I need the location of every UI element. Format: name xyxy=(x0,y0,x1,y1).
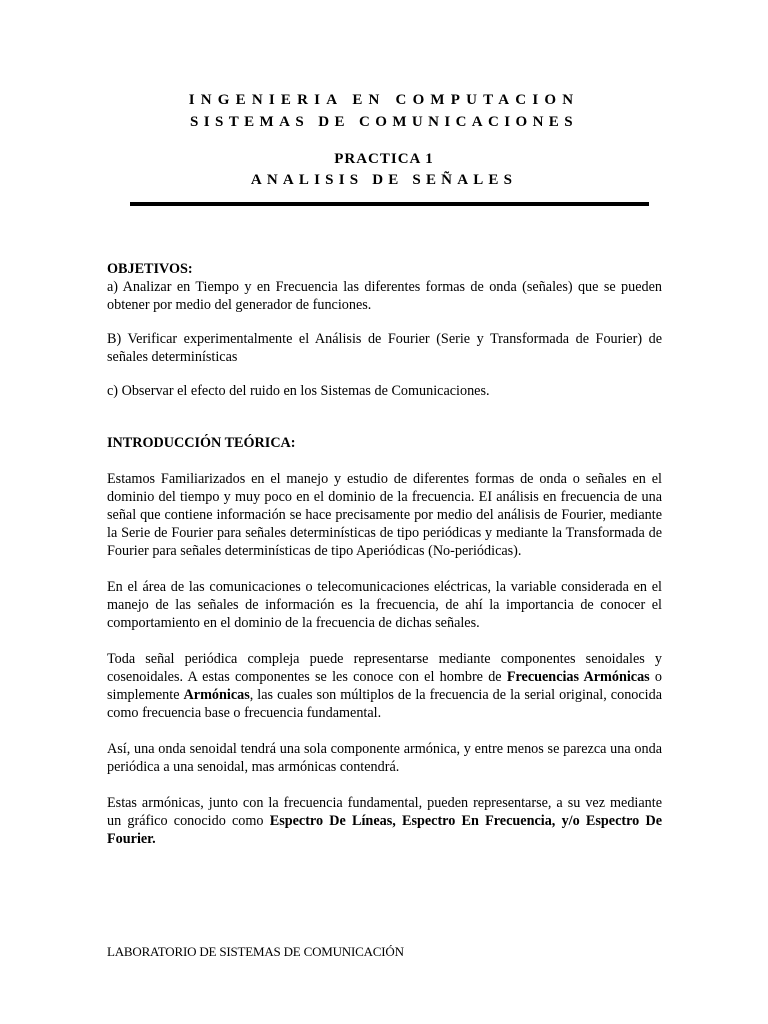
p3-text-d: , las cuales son múltiplos de la frecuencia de la serial original, conocida como frecuencia base o frecuencia fundamental. xyxy=(107,687,663,721)
p3-term-frecuencias-armonicas: Frecuencias Armónicas xyxy=(506,669,650,685)
objective-b: B) Verificar experimentalmente el Análisis de Fourier (Serie y Transformada de Fourier) de señales determinísticas xyxy=(107,331,662,365)
p5-term-espectro: Espectro De Líneas, Espectro En Frecuencia, y/o Espectro De Fourier. xyxy=(107,813,662,847)
p3-text-a: Toda señal periódica compleja puede representarse mediante componentes senoidales y cosenoidales. A estas componentes se les conoce con el hombre de xyxy=(107,651,662,685)
intro-paragraph-2: En el área de las comunicaciones o telecomunicaciones eléctricas, la variable considerada en el manejo de las señales de información es la frecuencia, de ahí la importancia de conocer el comportamiento en el dominio de la frecuencia de dichas señales. xyxy=(107,579,662,631)
p5-text-a: Estas armónicas, junto con la frecuencia fundamental, pueden representarse, a su vez mediante un gráfico conocido como xyxy=(107,795,662,829)
course-title: SISTEMAS DE COMUNICACIONES xyxy=(190,114,578,130)
objective-a: a) Analizar en Tiempo y en Frecuencia las diferentes formas de onda (señales) que se pueden obtener por medio del generador de funciones. xyxy=(107,279,662,313)
page-footer: LABORATORIO DE SISTEMAS DE COMUNICACIÓN xyxy=(107,944,404,959)
institution-title: INGENIERIA EN COMPUTACION xyxy=(188,92,580,108)
document-body xyxy=(107,260,662,848)
intro-paragraph-1: Estamos Familiarizados en el manejo y estudio de diferentes formas de onda o señales en el dominio del tiempo y muy poco en el dominio de la frecuencia. EI análisis en frecuencia de una señal que contiene información se hace precisamente por medio del análisis de Fourier, mediante la Serie de Fourier para señales determinísticas de tipo periódicas y mediante la Transformada de Fourier para señales determinísticas de tipo Aperiódicas (No-periódicas). xyxy=(107,471,662,559)
objective-c: c) Observar el efecto del ruido en los Sistemas de Comunicaciones. xyxy=(107,383,490,399)
objectives-heading: OBJETIVOS: xyxy=(107,261,193,277)
intro-paragraph-4: Así, una onda senoidal tendrá una sola componente armónica, y entre menos se parezca una onda periódica a una senoidal, mas armónicas contendrá. xyxy=(107,741,662,775)
title-divider xyxy=(130,202,649,206)
p3-text-c: o simplemente xyxy=(107,669,663,703)
intro-heading: INTRODUCCIÓN TEÓRICA: xyxy=(107,435,296,451)
practice-title: ANALISIS DE SEÑALES xyxy=(250,172,518,188)
intro-paragraph-3 xyxy=(107,650,662,722)
practice-number: PRACTICA 1 xyxy=(334,151,434,167)
p3-term-armonicas: Armónicas xyxy=(183,687,250,703)
intro-paragraph-5 xyxy=(107,794,662,848)
